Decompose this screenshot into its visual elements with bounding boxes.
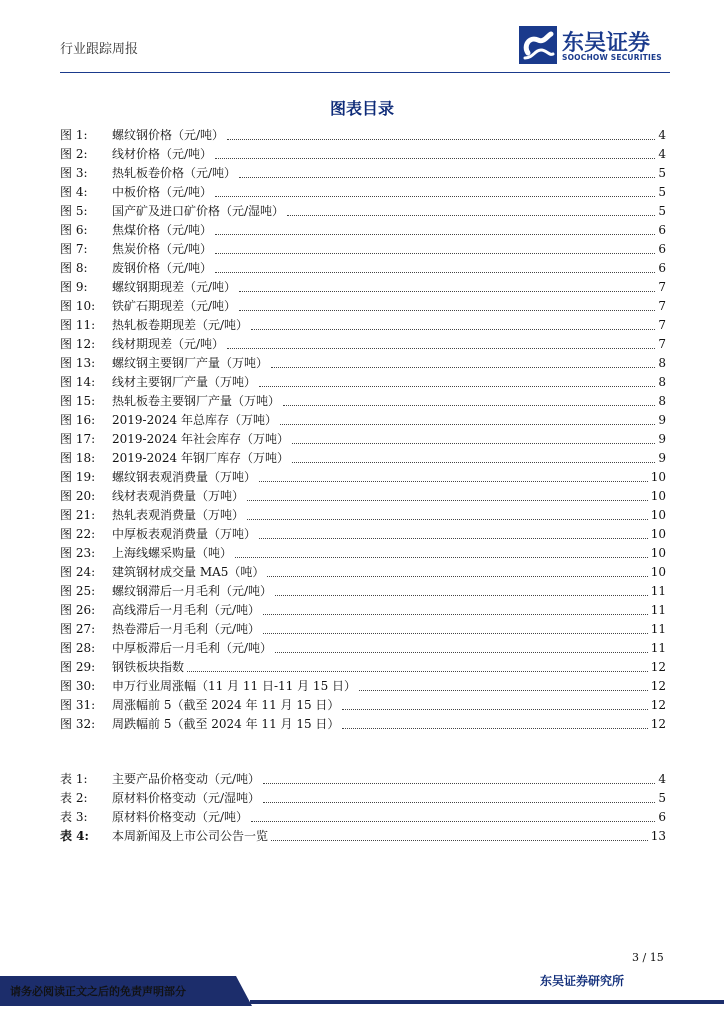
toc-text: 螺纹钢滞后一月毛利（元/吨） [112,584,273,598]
toc-leader-dots [215,233,655,235]
toc-leader-dots [259,537,648,539]
toc-text: 周涨幅前 5（截至 2024 年 11 月 15 日） [112,698,340,712]
toc-label: 图 14: [60,375,96,389]
toc-leader-dots [292,461,655,463]
toc-label: 图 28: [60,641,96,655]
toc-leader-dots [215,157,655,159]
toc-label: 图 24: [60,565,96,579]
footer-bar [0,976,724,1006]
figure-toc-entry[interactable] [60,277,666,296]
toc-text: 中厚板表观消费量（万吨） [112,527,257,541]
toc-page-number: 9 [658,431,666,446]
toc-page-number: 8 [658,355,666,370]
toc-page-number: 5 [658,165,666,180]
toc-leader-dots [215,252,655,254]
toc-text: 国产矿及进口矿价格（元/湿吨） [112,204,285,218]
toc-text: 中板价格（元/吨） [112,185,213,199]
toc-page-number: 12 [650,697,666,712]
table-toc-entry[interactable] [60,807,666,826]
toc-text: 钢铁板块指数 [112,660,185,674]
report-type: 行业跟踪周报 [60,42,139,57]
toc-label: 表 1: [60,772,88,786]
toc-page-number: 7 [658,298,666,313]
toc-leader-dots [227,138,655,140]
toc-text: 热轧板卷价格（元/吨） [112,166,237,180]
toc-label: 图 15: [60,394,96,408]
toc-text: 螺纹钢主要钢厂产量（万吨） [112,356,269,370]
toc-label: 图 3: [60,166,88,180]
toc-text: 废钢价格（元/吨） [112,261,213,275]
figure-toc-entry[interactable] [60,562,666,581]
figure-toc-entry[interactable] [60,581,666,600]
toc-leader-dots [239,309,655,311]
disclaimer-text: 请务必阅读正文之后的免责声明部分 [10,985,186,998]
toc-page-number: 11 [650,602,666,617]
figure-toc-entry[interactable] [60,505,666,524]
toc-label: 图 29: [60,660,96,674]
company-logo [519,26,679,66]
toc-leader-dots [263,801,655,803]
table-toc-entry[interactable] [60,788,666,807]
toc-label: 图 25: [60,584,96,598]
figure-toc-entry[interactable] [60,429,666,448]
toc-text: 热轧表观消费量（万吨） [112,508,245,522]
toc-text: 线材价格（元/吨） [112,147,213,161]
toc-leader-dots [359,689,648,691]
header-divider [60,72,670,73]
toc-leader-dots [239,176,655,178]
toc-text: 线材主要钢厂产量（万吨） [112,375,257,389]
toc-label: 图 23: [60,546,96,560]
toc-page-number: 5 [658,790,666,805]
page-number: 3 / 15 [632,951,664,964]
toc-text: 申万行业周涨幅（11 月 11 日-11 月 15 日） [112,679,357,693]
toc-text: 螺纹钢表观消费量（万吨） [112,470,257,484]
toc-page-number: 6 [658,260,666,275]
toc-label: 图 30: [60,679,96,693]
toc-label: 图 27: [60,622,96,636]
toc-label: 图 12: [60,337,96,351]
toc-leader-dots [259,480,648,482]
toc-leader-dots [227,347,655,349]
toc-page-number: 12 [650,659,666,674]
toc-page-number: 8 [658,374,666,389]
toc-page-number: 7 [658,317,666,332]
toc-page-number: 6 [658,241,666,256]
toc-page-number: 10 [650,526,666,541]
toc-text: 主要产品价格变动（元/吨） [112,772,261,786]
toc-label: 图 18: [60,451,96,465]
toc-label: 图 22: [60,527,96,541]
toc-leader-dots [235,556,648,558]
toc-page-number: 7 [658,336,666,351]
toc-label: 图 13: [60,356,96,370]
figure-toc-entry[interactable] [60,714,666,733]
toc-page-number: 10 [650,507,666,522]
toc-leader-dots [247,499,648,501]
figure-toc-entry[interactable] [60,486,666,505]
toc-text: 焦炭价格（元/吨） [112,242,213,256]
figure-toc-entry[interactable] [60,315,666,334]
toc-page-number: 4 [658,127,666,142]
toc-page-number: 8 [658,393,666,408]
toc-page-number: 13 [650,828,666,843]
toc-text: 本周新闻及上市公司公告一览 [112,829,269,843]
toc-leader-dots [215,271,655,273]
toc-text: 热轧板卷主要钢厂产量（万吨） [112,394,281,408]
toc-leader-dots [251,820,655,822]
toc-page-number: 12 [650,716,666,731]
toc-leader-dots [271,366,655,368]
toc-label: 图 1: [60,128,88,142]
toc-leader-dots [292,442,655,444]
toc-leader-dots [280,423,655,425]
toc-leader-dots [215,195,655,197]
toc-text: 原材料价格变动（元/吨） [112,810,249,824]
toc-text: 原材料价格变动（元/湿吨） [112,791,261,805]
toc-page-number: 12 [650,678,666,693]
toc-text: 2019-2024 年钢厂库存（万吨） [112,451,289,465]
toc-text: 焦煤价格（元/吨） [112,223,213,237]
figure-toc-entry[interactable] [60,125,666,144]
toc-page-number: 9 [658,412,666,427]
toc-label: 图 21: [60,508,96,522]
toc-page-number: 6 [658,222,666,237]
figure-toc-entry[interactable] [60,163,666,182]
figure-toc-entry[interactable] [60,353,666,372]
toc-label: 图 20: [60,489,96,503]
toc-page-number: 7 [658,279,666,294]
toc-label: 图 9: [60,280,88,294]
figure-toc-entry[interactable] [60,182,666,201]
toc-leader-dots [271,839,648,841]
soochow-logo-icon [519,26,557,64]
toc-text: 热轧板卷期现差（元/吨） [112,318,249,332]
figure-toc-entry[interactable] [60,524,666,543]
toc-leader-dots [263,613,648,615]
toc-text: 热卷滞后一月毛利（元/吨） [112,622,261,636]
toc-page-number: 4 [658,146,666,161]
toc-page-number: 10 [650,469,666,484]
toc-leader-dots [275,594,648,596]
toc-text: 线材表观消费量（万吨） [112,489,245,503]
toc-leader-dots [275,651,648,653]
toc-page-number: 6 [658,809,666,824]
figure-toc-entry[interactable] [60,391,666,410]
toc-label: 表 4: [60,829,89,843]
figure-toc-entry[interactable] [60,201,666,220]
toc-text: 建筑钢材成交量 MA5（吨） [112,565,265,579]
toc-label: 图 5: [60,204,88,218]
figure-toc-entry[interactable] [60,676,666,695]
toc-leader-dots [342,727,647,729]
toc-page-number: 10 [650,488,666,503]
figure-toc-entry[interactable] [60,372,666,391]
toc-page-number: 5 [658,203,666,218]
table-toc-entry[interactable] [60,769,666,788]
toc-page-number: 5 [658,184,666,199]
toc-text: 上海线螺采购量（吨） [112,546,233,560]
toc-label: 图 19: [60,470,96,484]
figure-toc-entry[interactable] [60,619,666,638]
figure-toc-entry[interactable] [60,220,666,239]
toc-label: 表 2: [60,791,88,805]
toc-title: 图表目录 [329,99,394,118]
toc-label: 图 4: [60,185,88,199]
toc-text: 螺纹钢期现差（元/吨） [112,280,237,294]
toc-label: 图 8: [60,261,88,275]
toc-text: 2019-2024 年总库存（万吨） [112,413,277,427]
toc-leader-dots [263,782,655,784]
toc-label: 图 16: [60,413,96,427]
toc-page-number: 10 [650,564,666,579]
toc-page-number: 9 [658,450,666,465]
figure-toc-entry[interactable] [60,410,666,429]
figure-toc-entry[interactable] [60,258,666,277]
toc-leader-dots [263,632,648,634]
figure-toc-entry[interactable] [60,638,666,657]
figure-toc-entry[interactable] [60,600,666,619]
toc-leader-dots [267,575,647,577]
figure-toc-entry[interactable] [60,334,666,353]
toc-page-number: 11 [650,621,666,636]
toc-leader-dots [247,518,648,520]
toc-leader-dots [259,385,655,387]
toc-leader-dots [342,708,647,710]
figure-toc-entry[interactable] [60,543,666,562]
toc-label: 图 2: [60,147,88,161]
toc-page-number: 4 [658,771,666,786]
toc-page-number: 11 [650,583,666,598]
figures-toc [60,125,666,733]
toc-label: 图 17: [60,432,96,446]
toc-label: 表 3: [60,810,88,824]
toc-label: 图 11: [60,318,96,332]
logo-english-name: SOOCHOW SECURITIES [562,53,662,62]
toc-leader-dots [187,670,648,672]
toc-text: 周跌幅前 5（截至 2024 年 11 月 15 日） [112,717,340,731]
figure-toc-entry[interactable] [60,144,666,163]
toc-page-number: 11 [650,640,666,655]
toc-label: 图 32: [60,717,96,731]
figure-toc-entry[interactable] [60,695,666,714]
toc-text: 铁矿石期现差（元/吨） [112,299,237,313]
toc-label: 图 10: [60,299,96,313]
toc-leader-dots [287,214,655,216]
figure-toc-entry[interactable] [60,657,666,676]
toc-leader-dots [251,328,655,330]
toc-label: 图 7: [60,242,88,256]
logo-chinese-name: 东吴证券 [562,31,651,56]
table-toc-entry[interactable] [60,826,666,845]
toc-text: 中厚板滞后一月毛利（元/吨） [112,641,273,655]
toc-text: 2019-2024 年社会库存（万吨） [112,432,289,446]
figure-toc-entry[interactable] [60,467,666,486]
toc-text: 线材期现差（元/吨） [112,337,225,351]
footer-brand: 东吴证券研究所 [540,974,625,988]
toc-leader-dots [239,290,655,292]
figure-toc-entry[interactable] [60,239,666,258]
toc-leader-dots [283,404,655,406]
toc-page-number: 10 [650,545,666,560]
figure-toc-entry[interactable] [60,448,666,467]
toc-text: 螺纹钢价格（元/吨） [112,128,225,142]
toc-label: 图 6: [60,223,88,237]
toc-text: 高线滞后一月毛利（元/吨） [112,603,261,617]
tables-toc [60,769,666,845]
figure-toc-entry[interactable] [60,296,666,315]
toc-label: 图 26: [60,603,96,617]
toc-label: 图 31: [60,698,96,712]
